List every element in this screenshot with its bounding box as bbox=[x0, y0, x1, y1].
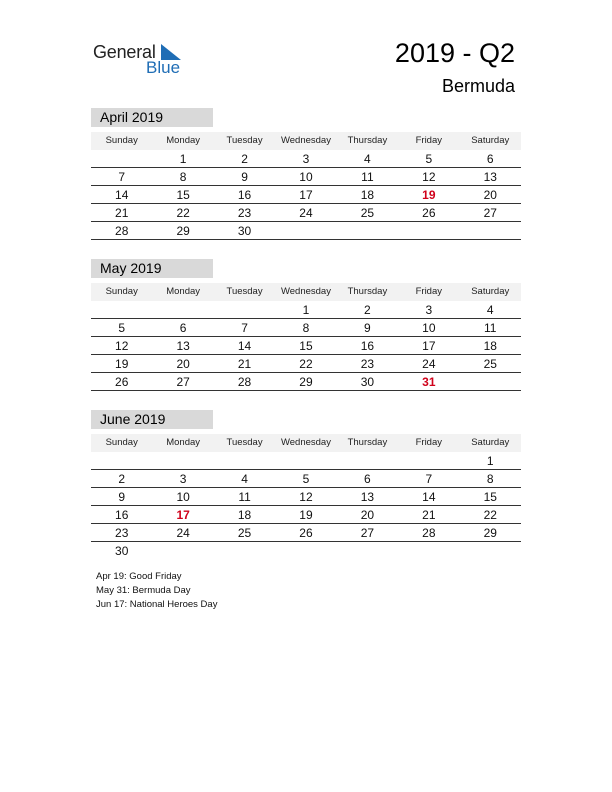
week-row bbox=[91, 168, 521, 186]
day-cell: 23 bbox=[237, 206, 252, 220]
weekday-header: Monday bbox=[166, 135, 201, 146]
day-cell: 9 bbox=[364, 321, 371, 335]
weekday-header: Tuesday bbox=[226, 437, 263, 448]
logo-general-text: General bbox=[93, 42, 156, 62]
day-cell bbox=[214, 301, 275, 318]
day-cell: 1 bbox=[486, 454, 494, 468]
quarter-title: 2019 - Q2 bbox=[394, 38, 515, 68]
day-cell: 23 bbox=[115, 526, 129, 540]
day-cell: 12 bbox=[422, 170, 436, 184]
day-cell: 1 bbox=[179, 152, 187, 166]
day-cell: 4 bbox=[241, 472, 248, 486]
day-cell: 29 bbox=[299, 375, 313, 389]
day-cell: 22 bbox=[483, 508, 497, 522]
day-cell bbox=[152, 452, 213, 469]
day-cell: 3 bbox=[302, 152, 310, 166]
weekday-header: Saturday bbox=[471, 286, 510, 297]
weekday-header: Monday bbox=[166, 437, 201, 448]
day-cell: 30 bbox=[237, 224, 252, 238]
day-cell: 19 bbox=[115, 357, 129, 371]
day-cell bbox=[275, 542, 336, 559]
weekday-header: Thursday bbox=[347, 437, 388, 448]
day-cell: 3 bbox=[179, 472, 187, 486]
day-cell: 7 bbox=[425, 472, 433, 486]
day-cell: 7 bbox=[241, 321, 248, 335]
day-cell: 14 bbox=[237, 339, 252, 353]
day-cell: 26 bbox=[299, 526, 313, 540]
day-cell: 9 bbox=[118, 490, 126, 504]
weekday-header: Wednesday bbox=[280, 135, 331, 146]
day-cell bbox=[152, 301, 213, 318]
day-cell: 18 bbox=[483, 339, 497, 353]
week-row bbox=[91, 186, 521, 204]
week-row bbox=[91, 488, 521, 506]
day-cell: 29 bbox=[483, 526, 497, 540]
day-cell: 18 bbox=[360, 188, 375, 202]
day-cell: 3 bbox=[425, 303, 433, 317]
day-cell: 5 bbox=[425, 152, 433, 166]
day-cell: 6 bbox=[179, 321, 187, 335]
day-cell: 14 bbox=[115, 188, 129, 202]
day-cell: 28 bbox=[422, 526, 436, 540]
day-cell: 15 bbox=[483, 490, 497, 504]
day-cell: 8 bbox=[486, 472, 494, 486]
day-cell: 20 bbox=[176, 357, 190, 371]
day-cell: 15 bbox=[176, 188, 190, 202]
week-row bbox=[91, 150, 521, 168]
day-cell: 2 bbox=[364, 303, 371, 317]
day-cell: 28 bbox=[237, 375, 252, 389]
day-cell: 13 bbox=[360, 490, 375, 504]
holiday-day-cell: 31 bbox=[422, 375, 436, 389]
day-cell: 30 bbox=[360, 375, 375, 389]
day-cell: 22 bbox=[176, 206, 190, 220]
day-cell: 2 bbox=[118, 472, 126, 486]
holiday-note: May 31: Bermuda Day bbox=[96, 585, 191, 596]
week-row bbox=[91, 319, 521, 337]
holiday-note: Apr 19: Good Friday bbox=[96, 571, 182, 582]
day-cell: 29 bbox=[176, 224, 190, 238]
week-row bbox=[91, 337, 521, 355]
weekday-header: Wednesday bbox=[280, 286, 331, 297]
holiday-notes bbox=[96, 570, 217, 612]
month-may bbox=[91, 259, 521, 391]
day-cell bbox=[337, 452, 398, 469]
day-cell: 24 bbox=[176, 526, 190, 540]
holiday-day-cell: 19 bbox=[422, 188, 436, 202]
week-row bbox=[91, 542, 521, 559]
day-cell: 1 bbox=[302, 303, 310, 317]
day-cell: 16 bbox=[360, 339, 375, 353]
day-cell: 24 bbox=[299, 206, 313, 220]
day-cell: 11 bbox=[484, 321, 497, 335]
weekday-header-row bbox=[91, 283, 521, 301]
day-cell: 20 bbox=[483, 188, 497, 202]
day-cell bbox=[91, 150, 152, 167]
day-cell: 9 bbox=[241, 170, 248, 184]
day-cell: 24 bbox=[422, 357, 436, 371]
weekday-header: Tuesday bbox=[226, 135, 263, 146]
day-cell: 19 bbox=[299, 508, 313, 522]
day-cell bbox=[91, 452, 152, 469]
weekday-header: Thursday bbox=[347, 286, 388, 297]
day-cell: 6 bbox=[486, 152, 494, 166]
day-cell bbox=[460, 373, 521, 390]
day-cell: 5 bbox=[302, 472, 310, 486]
day-cell bbox=[275, 222, 336, 239]
day-cell: 30 bbox=[115, 544, 129, 558]
month-april bbox=[91, 108, 521, 240]
day-cell: 8 bbox=[179, 170, 187, 184]
day-cell bbox=[460, 222, 521, 239]
day-cell bbox=[152, 542, 213, 559]
week-row bbox=[91, 506, 521, 524]
day-cell: 12 bbox=[115, 339, 129, 353]
day-cell bbox=[460, 542, 521, 559]
holiday-note: Jun 17: National Heroes Day bbox=[96, 599, 218, 610]
day-cell: 25 bbox=[360, 206, 375, 220]
day-cell: 17 bbox=[299, 188, 313, 202]
day-cell: 25 bbox=[237, 526, 252, 540]
holiday-day-cell: 17 bbox=[176, 508, 190, 522]
weekday-header: Monday bbox=[166, 286, 201, 297]
day-cell: 7 bbox=[118, 170, 126, 184]
weekday-header: Friday bbox=[415, 286, 443, 297]
day-cell: 26 bbox=[115, 375, 129, 389]
weekday-header: Friday bbox=[415, 437, 443, 448]
month-label: May 2019 bbox=[91, 259, 213, 278]
day-cell: 27 bbox=[483, 206, 497, 220]
day-cell: 18 bbox=[237, 508, 252, 522]
day-cell: 12 bbox=[299, 490, 313, 504]
day-cell: 21 bbox=[237, 357, 252, 371]
weekday-header-row bbox=[91, 132, 521, 150]
day-cell: 20 bbox=[360, 508, 375, 522]
day-cell: 4 bbox=[486, 303, 494, 317]
week-row bbox=[91, 373, 521, 391]
weekday-header: Sunday bbox=[105, 135, 138, 146]
week-row bbox=[91, 355, 521, 373]
country-name: Bermuda bbox=[441, 76, 515, 96]
day-cell: 22 bbox=[299, 357, 313, 371]
day-cell bbox=[91, 301, 152, 318]
day-cell: 23 bbox=[360, 357, 375, 371]
day-cell: 28 bbox=[115, 224, 129, 238]
weekday-header: Wednesday bbox=[280, 437, 331, 448]
day-cell: 25 bbox=[483, 357, 497, 371]
day-cell bbox=[398, 542, 459, 559]
day-cell: 13 bbox=[176, 339, 190, 353]
day-cell: 13 bbox=[483, 170, 497, 184]
week-row bbox=[91, 524, 521, 542]
day-cell: 10 bbox=[299, 170, 313, 184]
day-cell: 16 bbox=[237, 188, 252, 202]
day-cell: 4 bbox=[364, 152, 371, 166]
day-cell: 16 bbox=[115, 508, 129, 522]
weekday-header-row bbox=[91, 434, 521, 452]
day-cell: 10 bbox=[176, 490, 190, 504]
weekday-header: Saturday bbox=[471, 437, 510, 448]
week-row bbox=[91, 204, 521, 222]
day-cell: 8 bbox=[302, 321, 310, 335]
week-row bbox=[91, 301, 521, 319]
day-cell bbox=[214, 542, 275, 559]
day-cell: 5 bbox=[118, 321, 126, 335]
day-cell: 26 bbox=[422, 206, 436, 220]
week-row bbox=[91, 452, 521, 470]
day-cell: 21 bbox=[422, 508, 436, 522]
day-cell bbox=[398, 452, 459, 469]
day-cell: 27 bbox=[360, 526, 375, 540]
day-cell: 10 bbox=[422, 321, 436, 335]
day-cell bbox=[275, 452, 336, 469]
logo-blue-text: Blue bbox=[146, 58, 181, 77]
month-label: June 2019 bbox=[91, 410, 213, 429]
day-cell bbox=[337, 222, 398, 239]
weekday-header: Sunday bbox=[105, 286, 138, 297]
day-cell: 11 bbox=[238, 490, 251, 504]
weekday-header: Friday bbox=[415, 135, 443, 146]
month-label: April 2019 bbox=[91, 108, 213, 127]
weekday-header: Sunday bbox=[105, 437, 138, 448]
day-cell bbox=[214, 452, 275, 469]
week-row bbox=[91, 222, 521, 240]
weekday-header: Thursday bbox=[347, 135, 388, 146]
day-cell: 6 bbox=[364, 472, 371, 486]
day-cell bbox=[337, 542, 398, 559]
weekday-header: Tuesday bbox=[226, 286, 263, 297]
day-cell: 11 bbox=[361, 170, 374, 184]
day-cell: 15 bbox=[299, 339, 313, 353]
day-cell: 14 bbox=[422, 490, 436, 504]
day-cell: 2 bbox=[241, 152, 248, 166]
day-cell: 27 bbox=[176, 375, 190, 389]
week-row bbox=[91, 470, 521, 488]
weekday-header: Saturday bbox=[471, 135, 510, 146]
month-june bbox=[91, 410, 521, 559]
day-cell bbox=[398, 222, 459, 239]
day-cell: 21 bbox=[115, 206, 129, 220]
day-cell: 17 bbox=[422, 339, 436, 353]
logo bbox=[93, 40, 193, 80]
